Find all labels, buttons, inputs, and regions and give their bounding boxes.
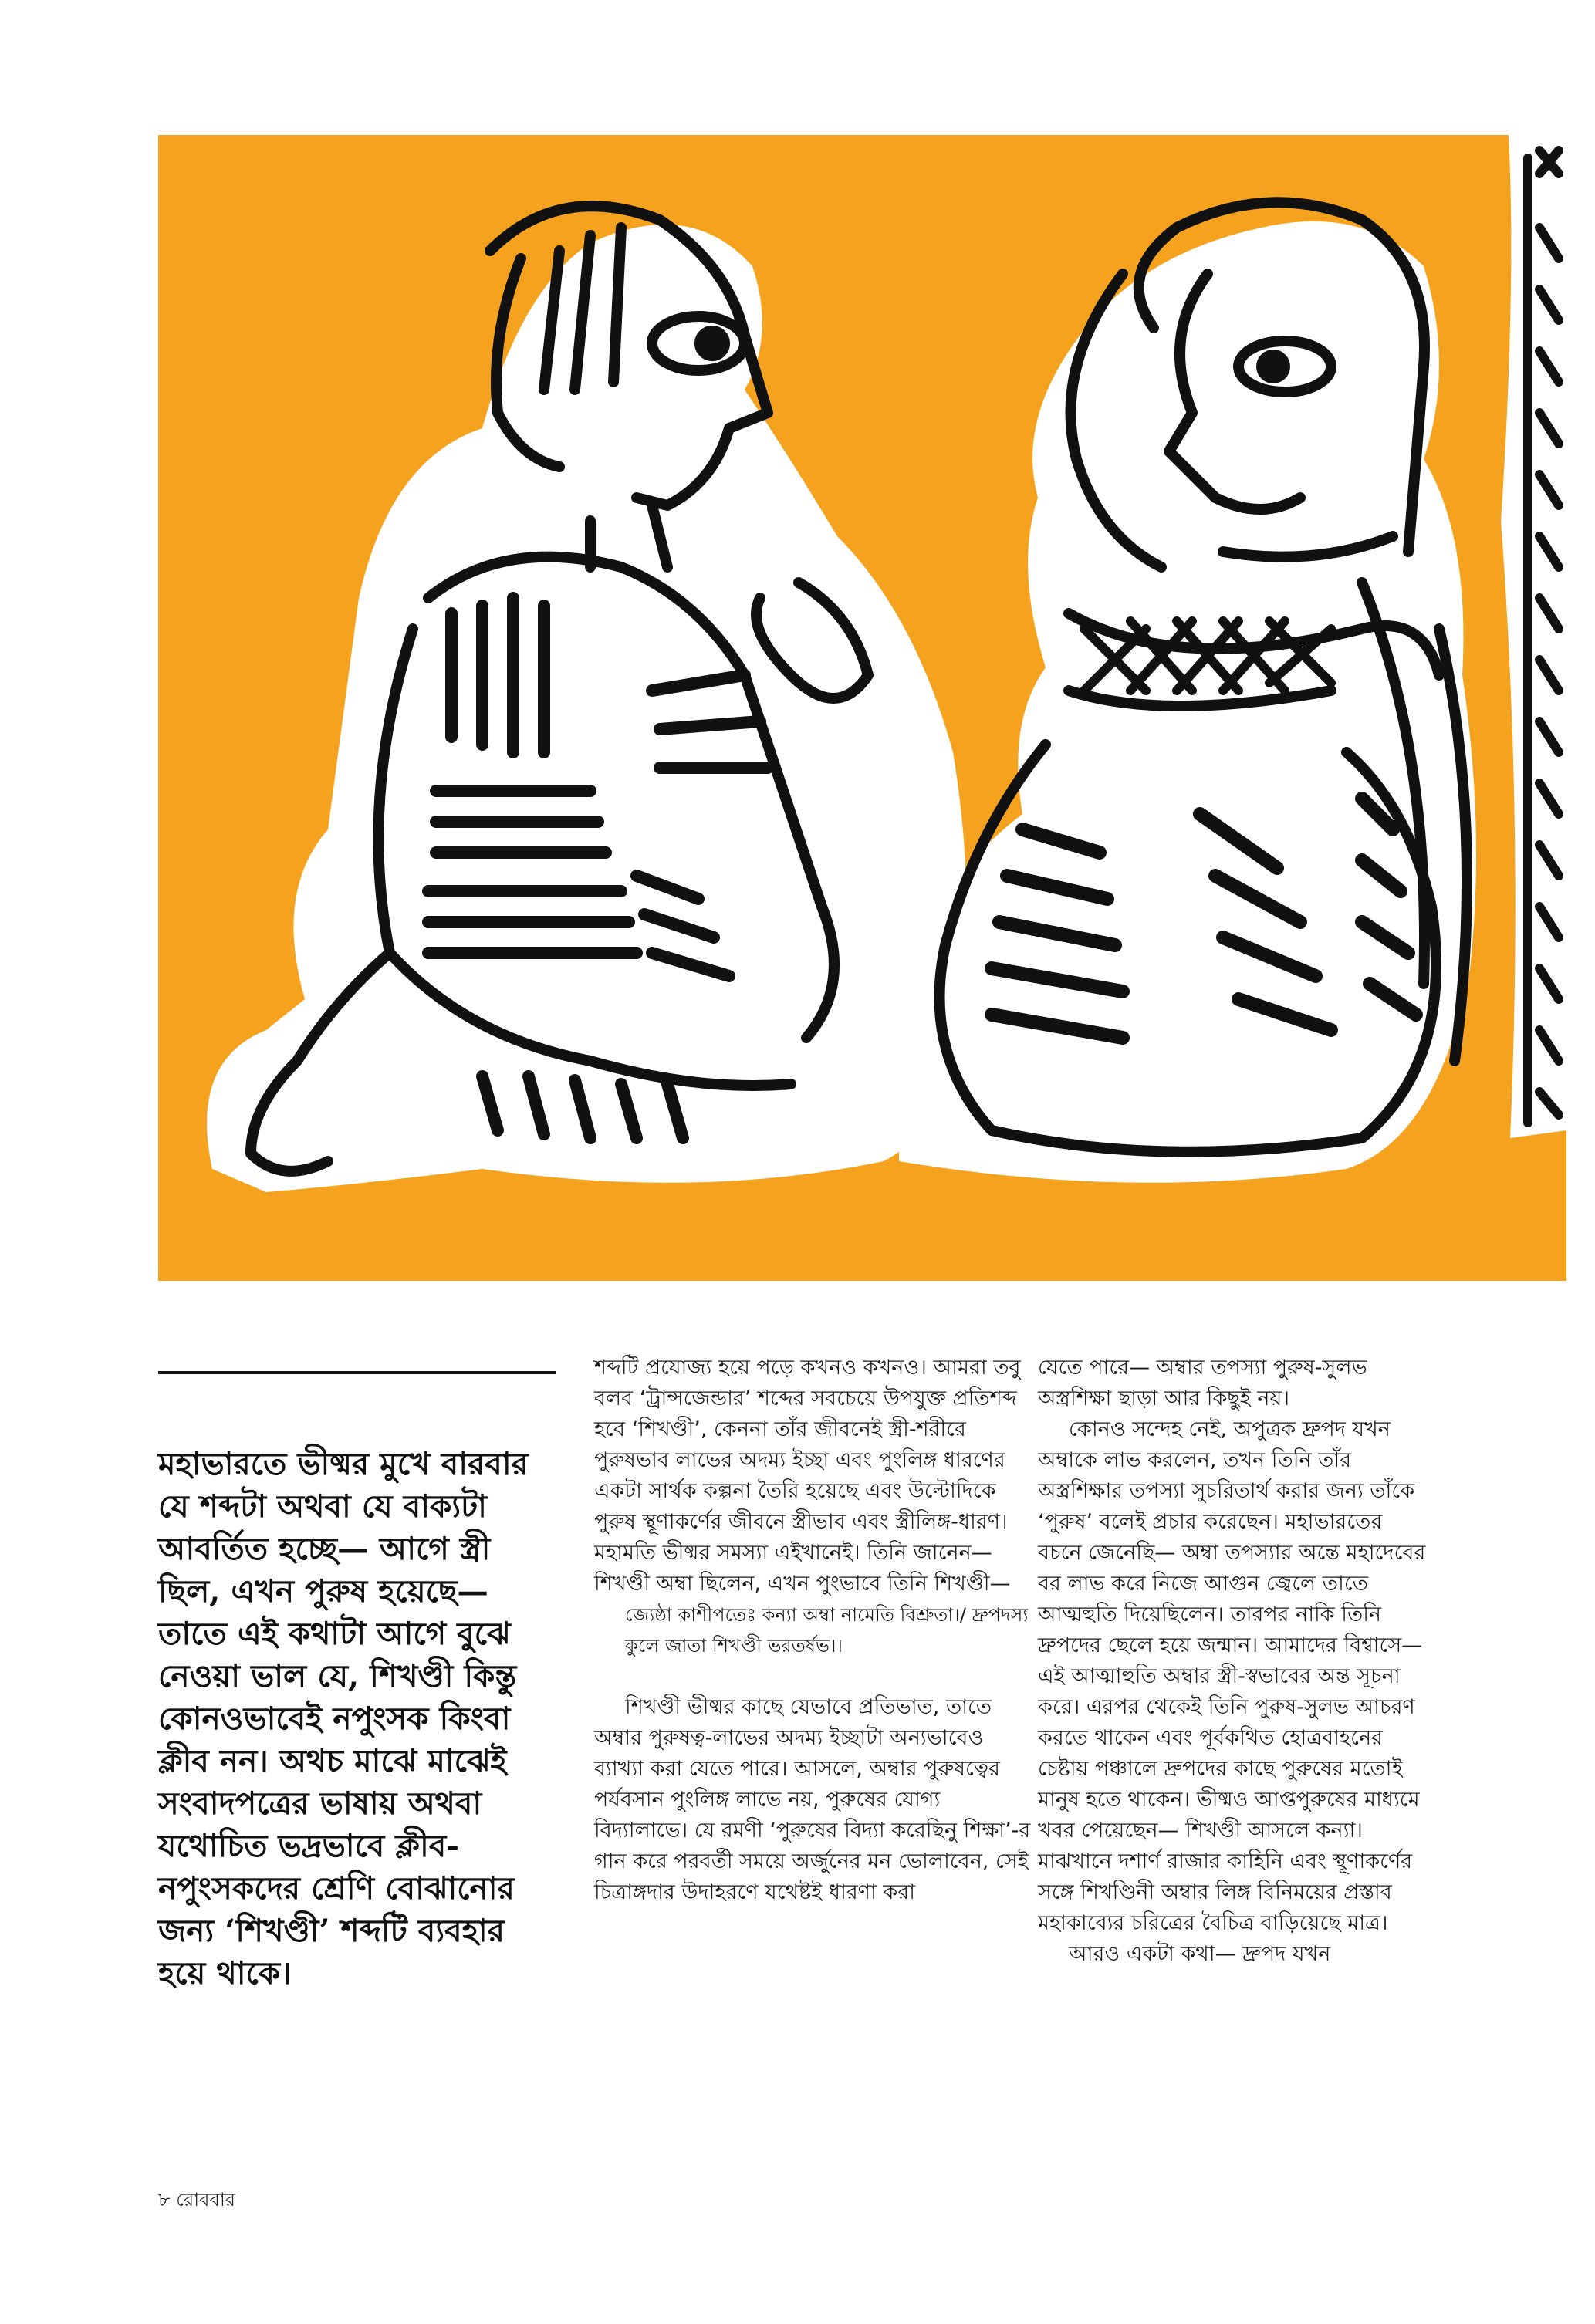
paragraph-spacer [594,1661,1034,1692]
column2-paragraph-2: শিখণ্ডী ভীষ্মর কাছে যেভাবে প্রতিভাত, তাতে অম্বার পুরুষত্ব-লাভের অদম্য ইচ্ছাটা অন্যভাবেও ব্যাখ্যা করা যেতে পারে। আসলে, অম্বার পুরুষত্বের পর্যবসান পুংলিঙ্গ লাভে নয়, পুরুষের যোগ্য বিদ্যালাভে। যে রমণী ‘পুরুষের বিদ্যা করেছিনু শিক্ষা’-র গান করে পরবর্তী সময়ে অর্জুনের মন ভোলাবেন, সেই চিত্রাঙ্গদার উদাহরণে যথেষ্টই ধারণা করা [594,1695,1031,1904]
two-seated-figures-woodcut-icon [158,135,1566,1281]
article-column-3 [1038,1353,1431,1970]
column3-paragraph-3: আরও একটা কথা— দ্রুপদ যখন [1069,1942,1331,1966]
column3-paragraph-2: কোনও সন্দেহ নেই, অপুত্রক দ্রুপদ যখন অম্বাকে লাভ করলেন, তখন তিনি তাঁর অস্ত্রশিক্ষার তপস্যা সুচরিতার্থ করার জন্য তাঁকে ‘পুরুষ’ বলেই প্রচার করেছেন। মহাভারতের বচনে জেনেছি— অম্বা তপস্যার অন্তে মহাদেবের বর লাভ করে নিজে আগুন জ্বেলে তাতে আত্মহুতি দিয়েছিলেন। তারপর নাকি তিনি দ্রুপদের ছেলে হয়ে জন্মান। আমাদের বিশ্বাসে— এই আত্মাহুতি অম্বার স্ত্রী-স্বভাবের অন্ত সূচনা করে। এরপর থেকেই তিনি পুরুষ-সুলভ আচরণ করতে থাকেন এবং পূর্বকথিত হোত্রবাহনের চেষ্টায় পঞ্চালে দ্রুপদের কাছে পুরুষের মতোই মানুষ হতে থাকেন। ভীষ্মও আপ্তপুরুষের মাধ্যমে খবর পেয়েছেন— শিখণ্ডী আসলে কন্যা। মাঝখানে দশার্ণ রাজার কাহিনি এবং স্থূণাকর্ণের সঙ্গে শিখণ্ডিনী অম্বার লিঙ্গ বিনিময়ের প্রস্তাব মহাকাব্যের চরিত্রের বৈচিত্র বাড়িয়েছে মাত্র। [1038,1417,1426,1935]
woodcut-illustration [158,135,1566,1281]
sanskrit-verse: জ্যেষ্ঠা কাশীপতেঃ কন্যা অম্বা নামেতি বিশ্রুতা।/ দ্রুপদস্য কুলে জাতা শিখণ্ডী ভরতর্ষভ।। [625,1604,1029,1657]
column3-paragraph-1: যেতে পারে— অম্বার তপস্যা পুরুষ-সুলভ অস্ত্রশিক্ষা ছাড়া আর কিছুই নয়। [1038,1356,1367,1410]
pull-quote: মহাভারতে ভীষ্মর মুখে বারবার যে শব্দটা অথবা যে বাক্যটা আবর্তিত হচ্ছে— আগে স্ত্রী ছিল, এখন পুরুষ হয়েছে— তাতে এই কথাটা আগে বুঝে নেওয়া ভাল যে, শিখণ্ডী কিন্তু কোনওভাবেই নপুংসক কিংবা ক্লীব নন। অথচ মাঝে মাঝেই সংবাদপত্রের ভাষায় অথবা যথোচিত ভদ্রভাবে ক্লীব-নপুংসকদের শ্রেণি বোঝানোর জন্য ‘শিখণ্ডী’ শব্দটি ব্যবহার হয়ে থাকে। [158,1445,529,1991]
article-column-2 [594,1353,1034,1908]
column2-paragraph-1: শব্দটি প্রযোজ্য হয়ে পড়ে কখনও কখনও। আমরা তবু বলব ‘ট্রান্সজেন্ডার’ শব্দের সবচেয়ে উপযুক্ত প্রতিশব্দ হবে ‘শিখণ্ডী’, কেননা তাঁর জীবনেই স্ত্রী-শরীরে পুরুষভাব লাভের অদম্য ইচ্ছা এবং পুংলিঙ্গ ধারণের একটা সার্থক কল্পনা তৈরি হয়েছে এবং উল্টোদিকে পুরুষ স্থূণাকর্ণের জীবনে স্ত্রীভাব এবং স্ত্রীলিঙ্গ-ধারণ। মহামতি ভীষ্মর সমস্যা এইখানেই। তিনি জানেন— শিখণ্ডী অম্বা ছিলেন, এখন পুংভাবে তিনি শিখণ্ডী— [594,1356,1021,1596]
page-folio: ৮ রোববার [158,2189,235,2211]
pull-quote-rule [158,1371,556,1374]
